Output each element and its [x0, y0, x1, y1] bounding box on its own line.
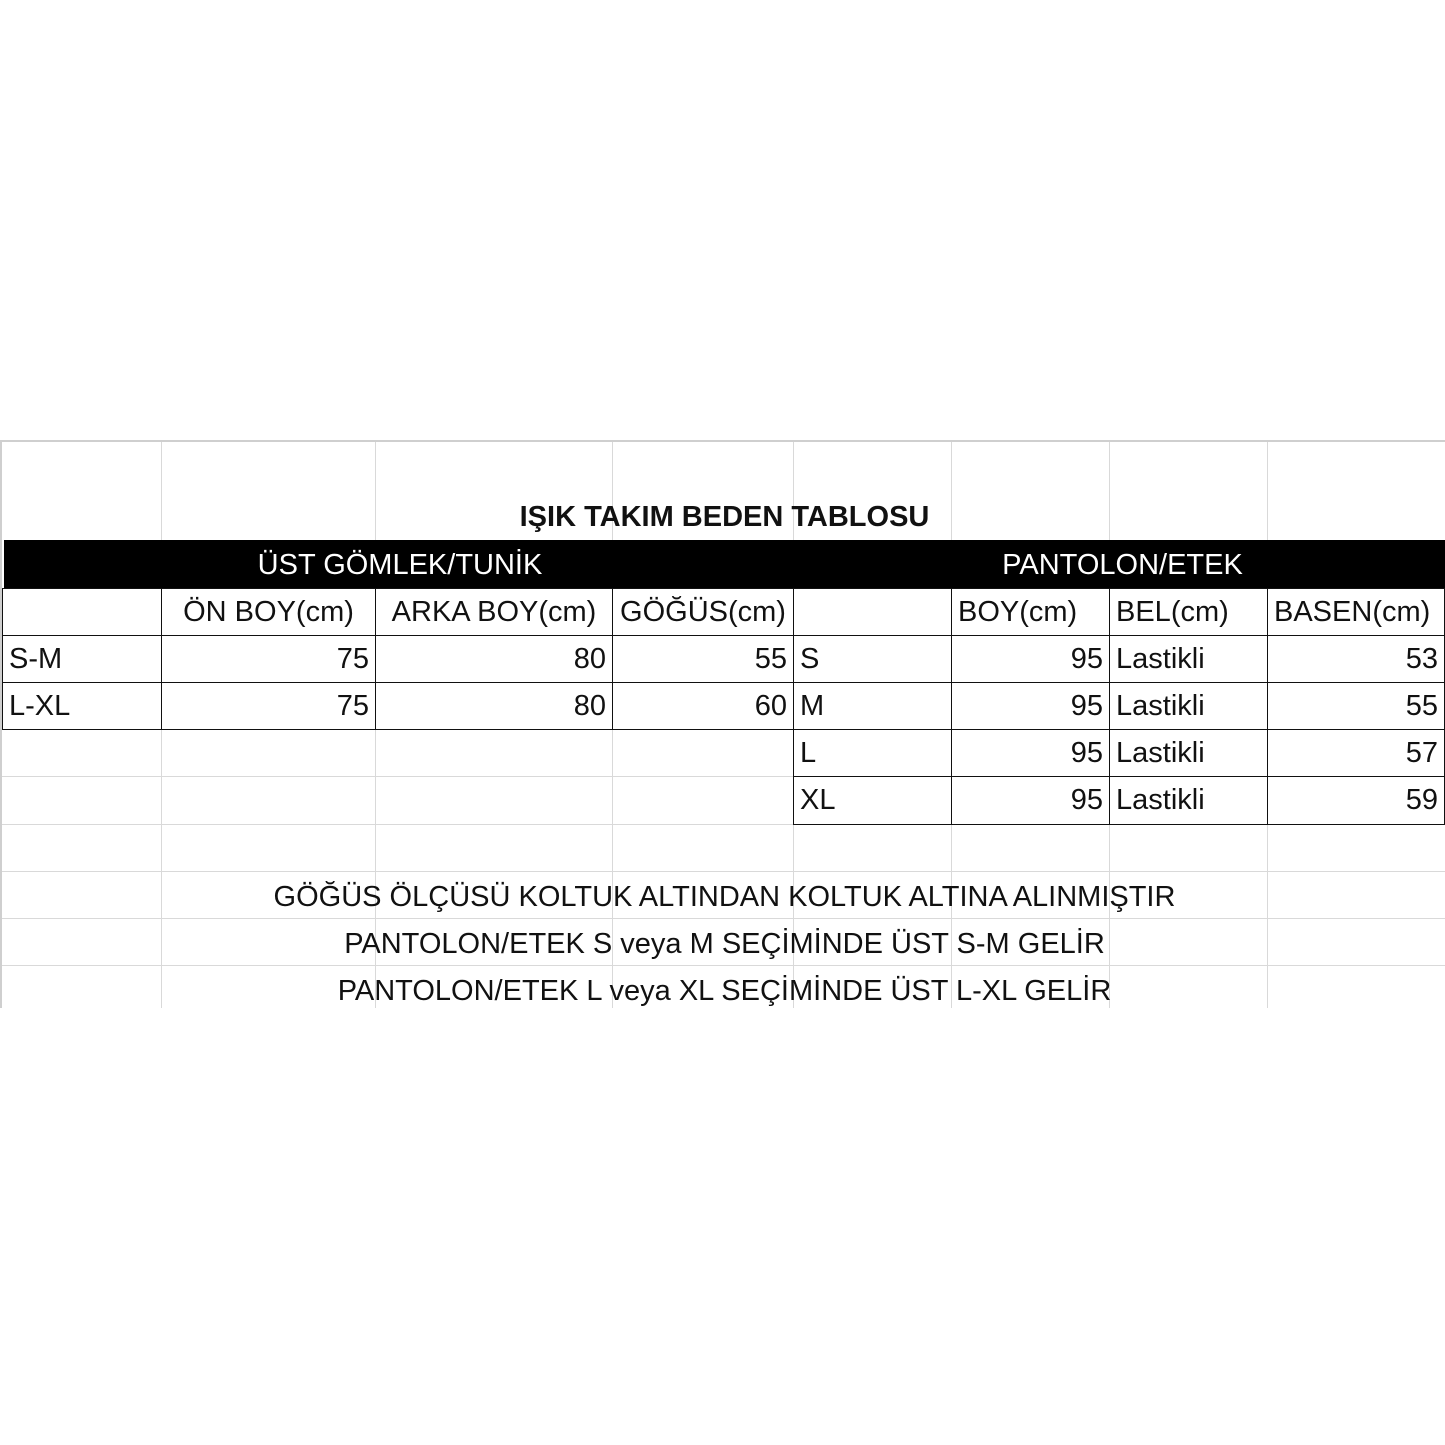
top-on-boy-value: 75	[161, 682, 376, 730]
top-gogus-value: 55	[612, 635, 794, 683]
bottom-size-label: L	[793, 729, 952, 777]
size-chart-sheet	[0, 440, 1445, 1008]
bottom-bel-value: Lastikli	[1109, 682, 1268, 730]
top-header-blank	[2, 588, 162, 636]
chart-title: IŞIK TAKIM BEDEN TABLOSU	[519, 501, 930, 533]
bottom-bel-value: Lastikli	[1109, 776, 1268, 825]
bottom-boy-value: 95	[951, 729, 1110, 777]
bottom-header-basen: BASEN(cm)	[1267, 588, 1445, 636]
note-large-selection: PANTOLON/ETEK L veya XL SEÇİMİNDE ÜST L-XL GELİR	[337, 975, 1112, 1007]
top-arka-boy-value: 80	[375, 682, 613, 730]
top-header-gogus: GÖĞÜS(cm)	[612, 588, 794, 636]
note-small-selection: PANTOLON/ETEK S veya M SEÇİMİNDE ÜST S-M GELİR	[344, 928, 1105, 960]
bottom-size-label: XL	[793, 776, 952, 825]
bottom-basen-value: 59	[1267, 776, 1445, 825]
bottom-bel-value: Lastikli	[1109, 729, 1268, 777]
bottom-header-blank	[793, 588, 952, 636]
bottom-size-label: S	[793, 635, 952, 683]
bottom-basen-value: 57	[1267, 729, 1445, 777]
bottom-bel-value: Lastikli	[1109, 635, 1268, 683]
top-header-arka-boy: ARKA BOY(cm)	[375, 588, 613, 636]
bottom-basen-value: 55	[1267, 682, 1445, 730]
bottom-section-heading: PANTOLON/ETEK	[1002, 549, 1243, 581]
bottom-header-boy: BOY(cm)	[951, 588, 1110, 636]
bottom-size-label: M	[793, 682, 952, 730]
bottom-basen-value: 53	[1267, 635, 1445, 683]
grid-line	[2, 871, 1445, 872]
note-measurement: GÖĞÜS ÖLÇÜSÜ KOLTUK ALTINDAN KOLTUK ALTINA ALINMIŞTIR	[273, 881, 1176, 913]
top-header-on-boy: ÖN BOY(cm)	[161, 588, 376, 636]
bottom-boy-value: 95	[951, 682, 1110, 730]
top-on-boy-value: 75	[161, 635, 376, 683]
bottom-boy-value: 95	[951, 776, 1110, 825]
bottom-boy-value: 95	[951, 635, 1110, 683]
top-size-label: S-M	[2, 635, 162, 683]
top-section-heading: ÜST GÖMLEK/TUNİK	[257, 549, 543, 581]
bottom-header-bel: BEL(cm)	[1109, 588, 1268, 636]
top-size-label: L-XL	[2, 682, 162, 730]
top-arka-boy-value: 80	[375, 635, 613, 683]
top-gogus-value: 60	[612, 682, 794, 730]
